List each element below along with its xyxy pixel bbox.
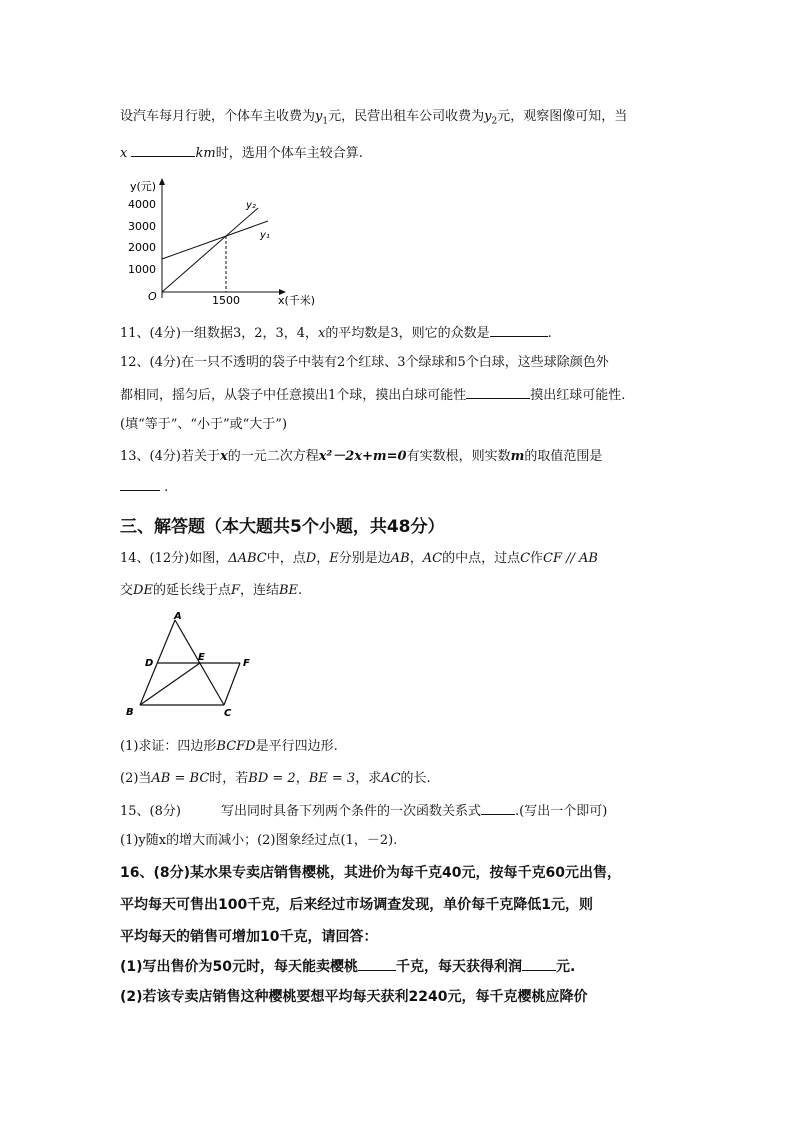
- answer-blank[interactable]: [466, 386, 530, 399]
- q14-text: ，求: [355, 771, 382, 786]
- q14-text: 作: [530, 551, 544, 566]
- intro-text: 设汽车每月行驶，个体车主收费为: [120, 109, 316, 124]
- cost-graph: [120, 172, 360, 312]
- sub-2: 2: [491, 116, 498, 127]
- q16-text: (1)写出售价为50元时，每天能卖樱桃: [120, 959, 359, 975]
- y-axis-arrow: [159, 178, 165, 185]
- y-tick: 3000: [128, 220, 156, 233]
- question-12-line-2: [120, 386, 625, 405]
- question-14-part-1: [120, 738, 338, 756]
- unit-km: km: [195, 146, 216, 161]
- x-tick: 1500: [212, 294, 240, 307]
- q14-text: 的中点，过点: [442, 551, 521, 566]
- q15-text: 15、(8分): [120, 804, 181, 819]
- intro-text: 元，观察图像可知，当: [497, 109, 628, 124]
- answer-blank[interactable]: [490, 324, 548, 337]
- q16-text: 16、(8分)某水果专卖店销售樱桃，其进价为每千克40元，按每千克60元出售，: [120, 865, 621, 881]
- var-y2: y: [484, 109, 492, 124]
- q14-text: ，: [295, 771, 309, 786]
- q14-text: 时，若: [209, 771, 249, 786]
- q11-text: 11、(4分)一组数据3，2，3，4，: [120, 326, 319, 341]
- intro-line-2: [120, 144, 363, 163]
- question-16-line-5: [120, 988, 588, 1006]
- q14-text: 是平行四边形.: [255, 739, 338, 754]
- q14-text: (1)求证：四边形: [120, 739, 217, 754]
- condition-ab-bc: AB = BC: [151, 771, 210, 786]
- label-y2: y₂: [246, 200, 256, 211]
- condition-be: BE = 3: [308, 771, 356, 786]
- equation: x²－2x+m=0: [318, 449, 407, 464]
- intro-text: 时，选用个体车主较合算.: [215, 146, 363, 161]
- segment-ac: AC: [422, 551, 443, 566]
- question-14-line-2: [120, 582, 302, 600]
- q16-text: (2)若该专卖店销售这种樱桃要想平均每天获利2240元，每千克樱桃应降价: [120, 989, 588, 1005]
- label-c: C: [224, 708, 232, 719]
- q14-text: ，: [316, 551, 330, 566]
- origin-label: O: [148, 290, 157, 303]
- answer-blank[interactable]: [131, 144, 195, 157]
- q13-text: 的一元二次方程: [227, 449, 319, 464]
- triangle-abc: ΔABC: [228, 551, 267, 566]
- q14-text: 14、(12分)如图，: [120, 551, 229, 566]
- q15-text: 写出同时具备下列两个条件的一次函数关系式: [220, 804, 481, 819]
- q14-text: 的延长线于点: [152, 583, 231, 598]
- point-f: F: [230, 583, 240, 598]
- y-tick: 2000: [128, 241, 156, 254]
- label-e: E: [198, 652, 205, 663]
- question-16-line-4: [120, 958, 575, 976]
- x-axis-label: x(千米): [278, 294, 316, 307]
- q14-text: 中，点: [266, 551, 306, 566]
- segment-be: BE: [279, 583, 299, 598]
- line-y2: [162, 208, 258, 292]
- answer-blank[interactable]: [522, 958, 556, 971]
- label-f: F: [243, 658, 250, 669]
- q12-text: 都相同，摇匀后，从袋子中任意摸出1个球，摸出白球可能性: [120, 388, 467, 403]
- answer-blank[interactable]: [481, 802, 515, 815]
- segment-ac: AC: [381, 771, 401, 786]
- var-y1: y: [315, 109, 323, 124]
- q13-text: 有实数根，则实数: [406, 449, 511, 464]
- question-14-part-2: [120, 770, 431, 788]
- question-16-line-2: [120, 896, 593, 914]
- label-d: D: [145, 658, 154, 669]
- label-a: A: [174, 611, 182, 622]
- question-14-line-1: [120, 550, 598, 568]
- geometry-figure: [120, 608, 270, 720]
- y-axis-label: y(元): [130, 180, 157, 193]
- answer-blank[interactable]: [120, 478, 160, 491]
- q12-text: 摸出红球可能性.: [530, 388, 626, 403]
- q14-text: 的长.: [400, 771, 431, 786]
- point-d: D: [305, 551, 317, 566]
- var-x: x: [120, 146, 128, 161]
- question-15-line-1: [120, 802, 607, 821]
- q16-text: 平均每天的销售可增加10千克，请回答：: [120, 929, 378, 945]
- answer-blank[interactable]: [358, 958, 396, 971]
- intro-text: 元，民营出租车公司收费为: [328, 109, 485, 124]
- q14-text: ，: [409, 551, 423, 566]
- section-heading: 三、解答题（本大题共5个小题，共48分）: [120, 517, 445, 537]
- segment-ab: AB: [390, 551, 410, 566]
- q14-text: (2)当: [120, 771, 152, 786]
- y-tick: 4000: [128, 198, 156, 211]
- q16-text: 平均每天可售出100千克，后来经过市场调查发现，单价每千克降低1元，则: [120, 897, 593, 913]
- question-11: [120, 324, 552, 343]
- q14-text: ，连结: [239, 583, 279, 598]
- q11-text: 的平均数是3，则它的众数是: [325, 326, 490, 341]
- y-tick: 1000: [128, 263, 156, 276]
- condition-bd: BD = 2: [248, 771, 296, 786]
- q13-text: 13、(4分)若关于: [120, 449, 220, 464]
- q16-text: 千克，每天获得利润: [396, 959, 523, 975]
- q14-text: 交: [120, 583, 134, 598]
- q16-text: 元.: [556, 959, 576, 975]
- point-e: E: [329, 551, 339, 566]
- q11-end: .: [547, 326, 552, 341]
- label-b: B: [126, 707, 134, 718]
- q14-text: 分别是边: [338, 551, 391, 566]
- var-m: m: [510, 449, 525, 464]
- q14-text: .: [298, 583, 303, 598]
- label-y1: y₁: [260, 230, 270, 241]
- q13-end: .: [164, 480, 169, 495]
- question-16-line-3: [120, 928, 377, 946]
- var-x: x: [318, 326, 326, 341]
- line-y1: [162, 221, 268, 259]
- q15-text: .(写出一个即可): [514, 804, 608, 819]
- question-15-line-2: (1)y随x的增大而减小；(2)图象经过点(1，－2).: [120, 833, 398, 848]
- segment-cf-line: [224, 663, 240, 705]
- question-13: [120, 448, 602, 466]
- intro-line-1: [120, 108, 627, 131]
- sub-1: 1: [322, 116, 329, 127]
- var-x: x: [219, 449, 228, 464]
- quad-bcfd: BCFD: [216, 739, 256, 754]
- question-12-line-3: (填“等于”、“小于”或“大于”): [120, 417, 288, 432]
- question-13-answer-line: [120, 478, 168, 497]
- question-16-line-1: [120, 864, 621, 882]
- q13-text: 的取值范围是: [524, 449, 603, 464]
- point-c: C: [520, 551, 531, 566]
- question-12-line-1: 12、(4分)在一只不透明的袋子中装有2个红球、3个绿球和5个白球，这些球除颜色外: [120, 355, 609, 370]
- segment-de: DE: [133, 583, 153, 598]
- cf-parallel-ab: CF // AB: [543, 551, 598, 566]
